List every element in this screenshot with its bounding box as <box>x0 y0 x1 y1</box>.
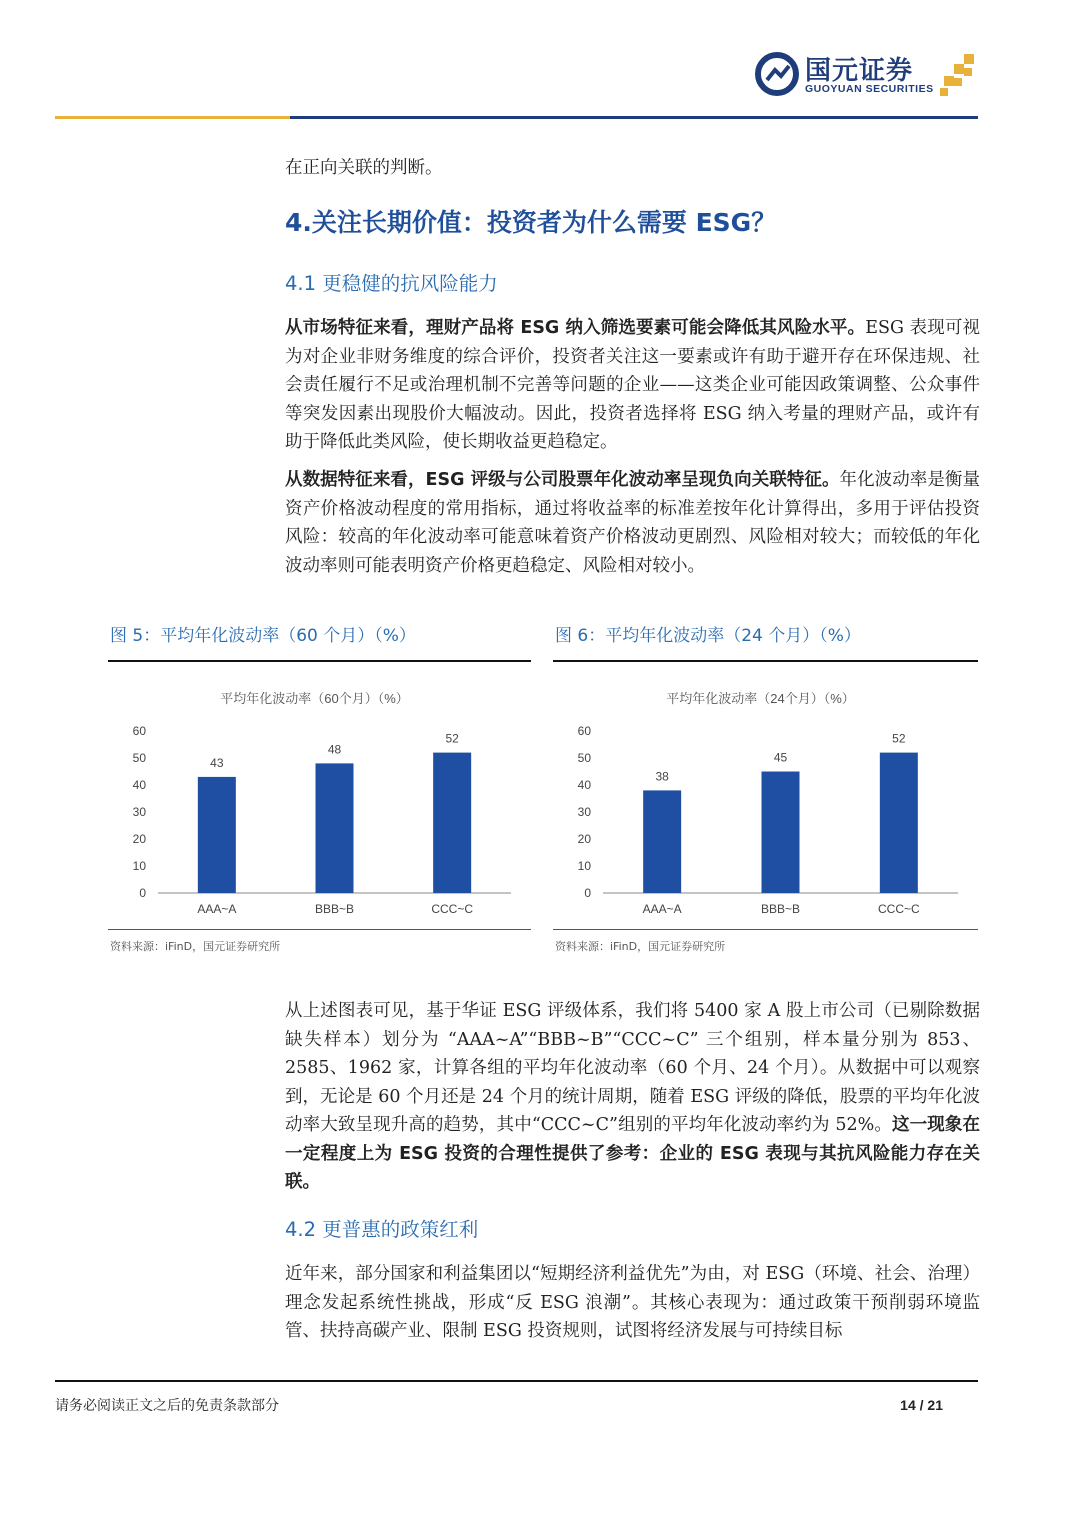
figure-5-source: 资料来源：iFinD，国元证券研究所 <box>110 940 281 953</box>
paragraph-body: 从上述图表可见，基于华证 ESG 评级体系，我们将 5400 家 A 股上市公司（已剔除数据缺失样本）划分为 “AAA~A”“BBB~B”“CCC~C” 三个组别，样本量分别为 853、2585、1962 家，计算各组的平均年化波动率（60 个月、24 个月）。从数据中可以观察到，无论是 60 个月还是 24 个月的统计周期，随着 ESG 评级的降低，股票的平均年化波动率大致呈现升高的趋势，其中“CCC~C”组别的平均年化波动率约为 52%。 <box>285 1001 980 1135</box>
paragraph-lead: 从市场特征来看，理财产品将 ESG 纳入筛选要素可能会降低其风险水平。 <box>285 318 866 338</box>
y-tick-label: 50 <box>132 751 146 765</box>
y-tick-label: 50 <box>577 751 591 765</box>
paragraph-conclusion: 这一现象在一定程度上为 ESG 投资的合理性提供了参考：企业的 ESG 表现与其抗风险能力存在关联。 <box>285 1115 981 1192</box>
page-number: 14 / 21 <box>900 1397 943 1413</box>
figure-5-caption: 图 5：平均年化波动率（60 个月）（%） <box>110 626 416 646</box>
bar-AAA~A <box>198 777 236 893</box>
paragraph-policy: 近年来，部分国家和利益集团以“短期经济利益优先”为由，对 ESG（环境、社会、治理）理念发起系统性挑战，形成“反 ESG 浪潮”。其核心表现为：通过政策干预削弱环境监管、扶持高碳产业、限制 ESG 投资规则，试图将经济发展与可持续目标 <box>285 1264 980 1341</box>
figure-5-rule-bottom <box>108 929 531 930</box>
chart-title: 平均年化波动率（60个月）（%） <box>220 691 409 706</box>
figure-6-chart <box>553 675 978 929</box>
y-tick-label: 40 <box>577 778 591 792</box>
y-tick-label: 20 <box>132 832 146 846</box>
paragraph-body: ESG 表现可视为对企业非财务维度的综合评价，投资者关注这一要素或许有助于避开存在环保违规、社会责任履行不足或治理机制不完善等问题的企业——这类企业可能因政策调整、公众事件等突发因素出现股价大幅波动。因此，投资者选择将 ESG 纳入考量的理财产品，或许有助于降低此类风险，使长期收益更趋稳定。 <box>285 318 981 452</box>
paragraph-market-feature <box>285 314 980 457</box>
x-tick-label: CCC~C <box>431 902 474 916</box>
x-tick-label: BBB~B <box>314 902 355 916</box>
logo-steps-icon <box>940 54 980 98</box>
logo-mark-icon <box>755 50 803 98</box>
y-tick-label: 0 <box>584 886 591 900</box>
figure-6-caption: 图 6：平均年化波动率（24 个月）（%） <box>555 626 861 646</box>
y-tick-label: 60 <box>132 724 146 738</box>
bar-CCC~C <box>433 753 471 893</box>
y-tick-label: 20 <box>577 832 591 846</box>
logo-name-en: GUOYUAN SECURITIES <box>805 83 934 95</box>
header-rule <box>290 116 978 119</box>
data-label: 52 <box>445 731 459 746</box>
data-label: 43 <box>210 755 224 770</box>
subsection-heading-4-1: 4.1 更稳健的抗风险能力 <box>285 272 498 295</box>
data-label: 52 <box>892 731 906 746</box>
y-tick-label: 0 <box>139 886 146 900</box>
y-tick-label: 10 <box>132 859 146 873</box>
paragraph-lead: 从数据特征来看，ESG 评级与公司股票年化波动率呈现负向关联特征。 <box>285 470 840 490</box>
bar-BBB~B <box>316 763 354 893</box>
y-tick-label: 40 <box>132 778 146 792</box>
header-rule-accent <box>55 116 290 119</box>
x-tick-label: AAA~A <box>642 902 682 916</box>
subsection-heading-4-2: 4.2 更普惠的政策红利 <box>285 1218 479 1241</box>
bar-chart-24m <box>553 675 978 925</box>
section-heading: 4.关注长期价值：投资者为什么需要 ESG？ <box>285 208 777 237</box>
figure-6-rule-top <box>553 660 978 662</box>
bar-CCC~C <box>880 753 918 893</box>
figure-5-rule-top <box>108 660 531 662</box>
x-tick-label: BBB~B <box>760 902 801 916</box>
y-tick-label: 30 <box>132 805 146 819</box>
paragraph-analysis <box>285 997 980 1197</box>
chart-title: 平均年化波动率（24个月）（%） <box>666 691 855 706</box>
bar-BBB~B <box>762 772 800 894</box>
y-tick-label: 60 <box>577 724 591 738</box>
brand-logo <box>755 50 980 100</box>
logo-name-cn: 国元证券 <box>805 56 914 86</box>
intro-line: 在正向关联的判断。 <box>285 158 443 178</box>
y-tick-label: 30 <box>577 805 591 819</box>
x-tick-label: CCC~C <box>877 902 920 916</box>
bar-AAA~A <box>643 790 681 893</box>
data-label: 38 <box>655 769 669 784</box>
data-label: 45 <box>773 750 788 765</box>
data-label: 48 <box>327 742 342 757</box>
footer-disclaimer: 请务必阅读正文之后的免责条款部分 <box>55 1398 279 1414</box>
y-tick-label: 10 <box>577 859 591 873</box>
footer-rule <box>55 1380 978 1382</box>
figure-6-source: 资料来源：iFinD，国元证券研究所 <box>555 940 726 953</box>
paragraph-data-feature <box>285 466 980 580</box>
x-tick-label: AAA~A <box>197 902 237 916</box>
figure-5-chart <box>108 675 531 929</box>
figure-6-rule-bottom <box>553 929 978 930</box>
paragraph-body: 年化波动率是衡量资产价格波动程度的常用指标，通过将收益率的标准差按年化计算得出，多用于评估投资风险：较高的年化波动率可能意味着资产价格波动更剧烈、风险相对较大；而较低的年化波动率则可能表明资产价格更趋稳定、风险相对较小。 <box>285 470 981 576</box>
bar-chart-60m <box>108 675 531 925</box>
